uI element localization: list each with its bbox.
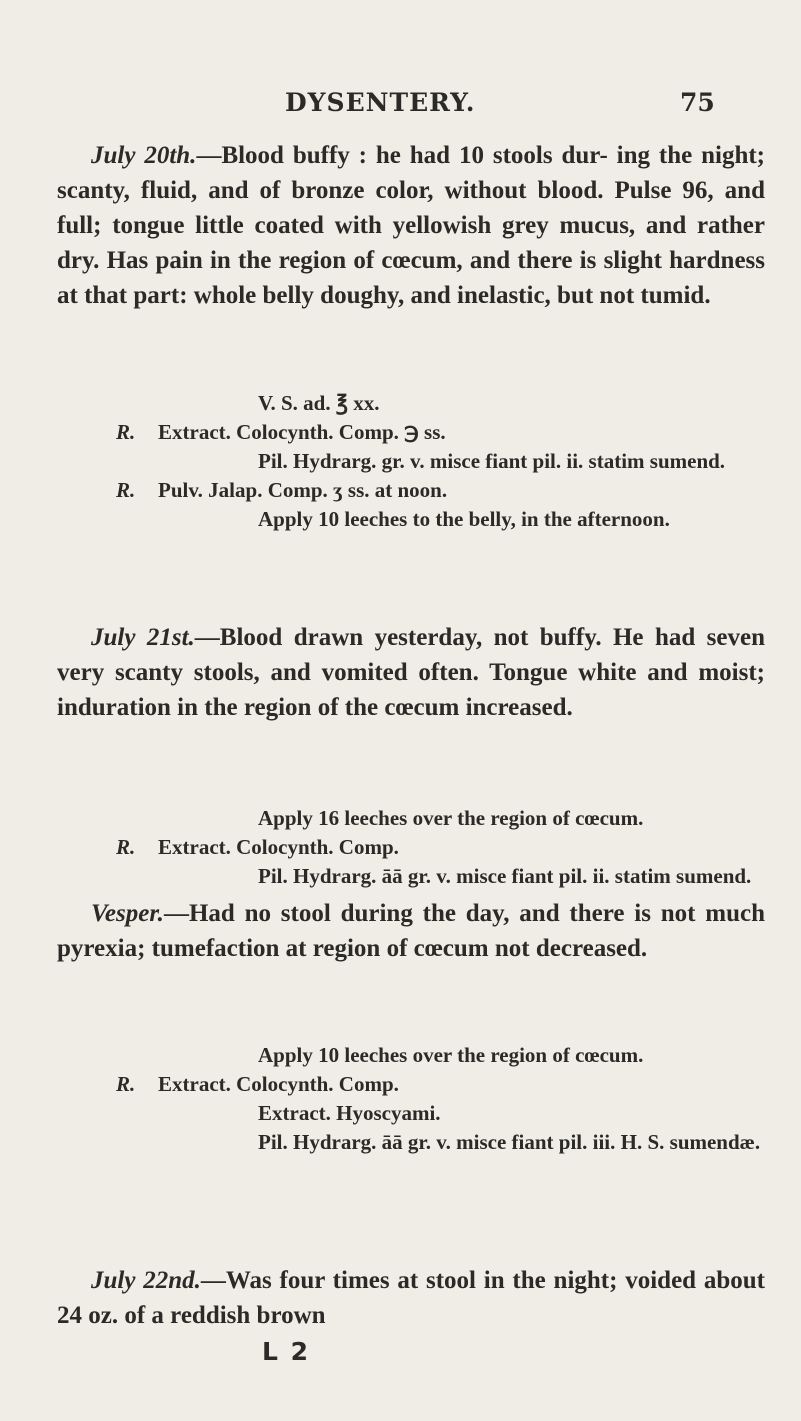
rx-text: Extract. Colocynth. Comp. xyxy=(158,835,399,859)
rx-line: Pil. Hydrarg. gr. v. misce fiant pil. ii. statim sumend. xyxy=(258,449,726,473)
rx-line xyxy=(116,418,776,447)
prescription-block-1 xyxy=(116,389,776,534)
recipe-mark: R. xyxy=(116,478,136,502)
entry-date: Vesper. xyxy=(91,900,164,927)
prescription-block-2 xyxy=(116,804,776,891)
page-header xyxy=(0,82,801,122)
running-title: DYSENTERY. xyxy=(285,88,476,117)
recipe-mark: R. xyxy=(116,420,136,444)
recipe-mark: R. xyxy=(116,1072,136,1096)
entry-date: July 21st. xyxy=(91,624,195,651)
rx-line: Apply 10 leeches to the belly, in the afternoon. xyxy=(258,507,670,531)
rx-line: Apply 10 leeches over the region of cœcum. xyxy=(258,1043,644,1067)
rx-text: Extract. Colocynth. Comp. xyxy=(158,1072,399,1096)
entry-date: July 22nd. xyxy=(91,1267,201,1294)
entry-text: —Blood buffy : he had 10 stools dur- ing the night; scanty, fluid, and of bronze color, without blood. Pulse 96, and full; tongue little coated with yellowish grey mucus, and rather dry. Has pain in the region of cœcum, and there is slight hardness at that part: whole belly doughy, and inelastic, but not tumid. xyxy=(57,142,765,309)
prescription-block-3 xyxy=(116,1041,776,1157)
rx-line xyxy=(116,476,776,505)
entry-date: July 20th. xyxy=(91,142,197,169)
signature-mark: L 2 xyxy=(262,1337,311,1366)
rx-text: Pulv. Jalap. Comp. ʒ ss. at noon. xyxy=(158,478,448,502)
rx-line: V. S. ad. ℥ xx. xyxy=(258,391,380,415)
rx-line xyxy=(116,1070,776,1099)
rx-line: Pil. Hydrarg. āā gr. v. misce fiant pil. iii. H. S. sumendæ. xyxy=(258,1130,761,1154)
rx-line: Apply 16 leeches over the region of cœcum. xyxy=(258,806,644,830)
entry-text: —Had no stool during the day, and there is not much pyrexia; tumefaction at region of cœcum not decreased. xyxy=(57,900,765,962)
entry-vesper xyxy=(57,896,765,966)
rx-line: Extract. Hyoscyami. xyxy=(258,1101,441,1125)
recipe-mark: R. xyxy=(116,835,136,859)
rx-line: Pil. Hydrarg. āā gr. v. misce fiant pil. ii. statim sumend. xyxy=(258,864,752,888)
entry-text: —Was four times at stool in the night; voided about 24 oz. of a reddish brown xyxy=(57,1267,765,1329)
page-number: 75 xyxy=(680,88,715,117)
rx-line xyxy=(116,833,776,862)
rx-text: Extract. Colocynth. Comp. ℈ ss. xyxy=(158,420,446,444)
entry-july-21 xyxy=(57,620,765,725)
entry-july-20 xyxy=(57,138,765,313)
entry-july-22 xyxy=(57,1263,765,1333)
entry-text: —Blood drawn yesterday, not buffy. He had seven very scanty stools, and vomited often. Tongue white and moist; induration in the region of the cœcum increased. xyxy=(57,624,765,721)
